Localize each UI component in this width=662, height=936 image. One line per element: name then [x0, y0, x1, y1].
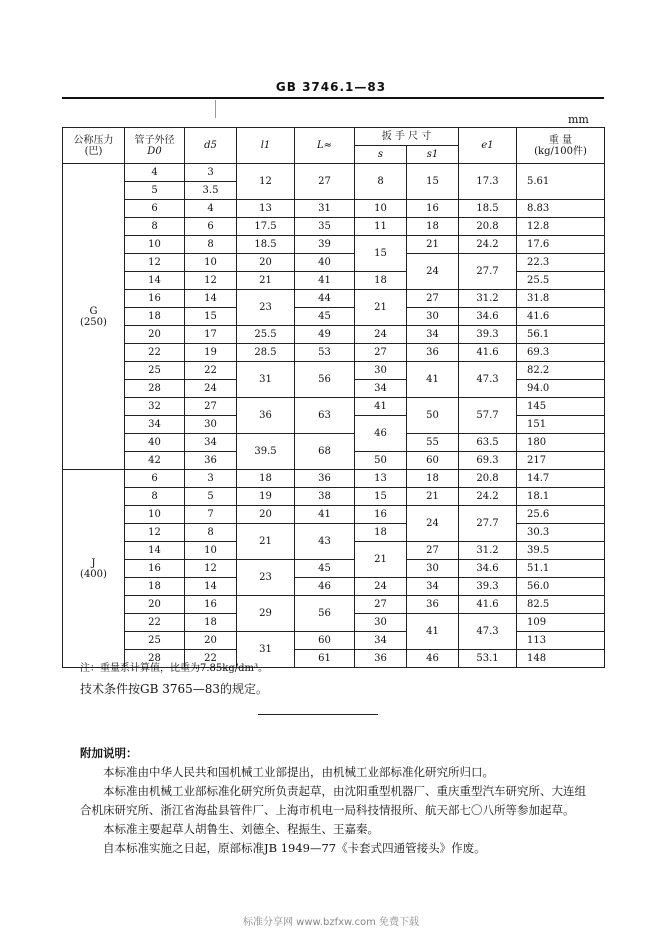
cell-l1: 18	[237, 470, 295, 488]
cell-l1: 20	[237, 506, 295, 524]
header-e1: e1	[459, 128, 517, 164]
cell-weight: 180	[517, 434, 605, 452]
appendix-line: 自本标准实施之日起，原部标准JB 1949—77《卡套式四通管接头》作废。	[103, 841, 486, 855]
cell-l1: 19	[237, 488, 295, 506]
header-s: s	[355, 146, 407, 164]
cell-d: 12	[125, 524, 185, 542]
cell-s: 24	[355, 326, 407, 344]
cell-l1: 13	[237, 200, 295, 218]
header-weight: 重 量 (kg/100件)	[517, 128, 605, 164]
cell-s: 16	[355, 506, 407, 524]
cell-weight: 56.0	[517, 578, 605, 596]
cell-L: 39	[295, 236, 355, 254]
cell-L: 68	[295, 434, 355, 470]
cell-L: 43	[295, 524, 355, 560]
table-row	[63, 290, 605, 308]
cell-d5: 8	[185, 524, 237, 542]
cell-e1: 47.3	[459, 362, 517, 398]
cell-s1: 16	[407, 200, 459, 218]
cell-d5: 10	[185, 254, 237, 272]
cell-l1: 23	[237, 560, 295, 596]
cell-d: 10	[125, 236, 185, 254]
cell-L: 27	[295, 164, 355, 200]
dimension-table	[62, 127, 605, 668]
cell-d5: 3.5	[185, 182, 237, 200]
cell-d5: 7	[185, 506, 237, 524]
table-row	[63, 524, 605, 542]
table-row	[63, 236, 605, 254]
cell-l1: 18.5	[237, 236, 295, 254]
cell-e1: 39.3	[459, 578, 517, 596]
table-row	[63, 506, 605, 524]
cell-weight: 51.1	[517, 560, 605, 578]
table-row	[63, 398, 605, 416]
table-row	[63, 488, 605, 506]
unit-label: mm	[568, 113, 589, 126]
cell-weight: 217	[517, 452, 605, 470]
cell-d: 20	[125, 326, 185, 344]
margin-mark	[215, 100, 216, 118]
cell-weight: 31.8	[517, 290, 605, 308]
cell-e1: 31.2	[459, 290, 517, 308]
cell-s1: 24	[407, 506, 459, 542]
cell-s: 27	[355, 596, 407, 614]
cell-d5: 27	[185, 398, 237, 416]
appendix-notes	[80, 744, 620, 858]
table-row	[63, 470, 605, 488]
cell-s: 50	[355, 452, 407, 470]
cell-e1: 34.6	[459, 560, 517, 578]
table-row	[63, 560, 605, 578]
cell-weight: 82.2	[517, 362, 605, 380]
table-row	[63, 362, 605, 380]
table-row	[63, 578, 605, 596]
appendix-title: 附加说明：	[80, 746, 138, 760]
cell-d5: 4	[185, 200, 237, 218]
cell-e1: 31.2	[459, 542, 517, 560]
cell-s1: 34	[407, 578, 459, 596]
header-L: L≈	[295, 128, 355, 164]
cell-e1: 41.6	[459, 344, 517, 362]
table-row	[63, 218, 605, 236]
cell-d: 22	[125, 344, 185, 362]
cell-weight: 25.6	[517, 506, 605, 524]
cell-s1: 18	[407, 218, 459, 236]
cell-d5: 16	[185, 596, 237, 614]
cell-weight: 5.61	[517, 164, 605, 200]
table-row	[63, 272, 605, 290]
cell-d: 28	[125, 650, 185, 668]
cell-d5: 5	[185, 488, 237, 506]
cell-l1: 21	[237, 272, 295, 290]
cell-d: 16	[125, 290, 185, 308]
cell-s: 10	[355, 200, 407, 218]
cell-s1: 15	[407, 164, 459, 200]
cell-l1: 23	[237, 290, 295, 326]
group-label-g: G (250)	[63, 164, 125, 470]
cell-d: 18	[125, 578, 185, 596]
cell-d: 8	[125, 488, 185, 506]
cell-s1: 24	[407, 254, 459, 290]
cell-s1: 36	[407, 344, 459, 362]
cell-weight: 56.1	[517, 326, 605, 344]
cell-s: 18	[355, 272, 407, 290]
table-row	[63, 434, 605, 452]
watermark-footer: 标准分享网 www.bzfxw.com 免费下载	[243, 917, 419, 928]
table-row	[63, 254, 605, 272]
cell-L: 36	[295, 470, 355, 488]
appendix-line: 合机床研究所、浙江省海盐县管件厂、上海市机电一局科技情报所、航天部七〇八所等参加起草。	[80, 803, 575, 817]
appendix-line: 本标准主要起草人胡鲁生、刘德全、程振生、王嘉秦。	[103, 822, 379, 836]
cell-L: 63	[295, 398, 355, 434]
cell-d5: 12	[185, 272, 237, 290]
cell-d: 34	[125, 416, 185, 434]
cell-e1: 24.2	[459, 488, 517, 506]
cell-L: 40	[295, 254, 355, 272]
table-row	[63, 200, 605, 218]
cell-weight: 148	[517, 650, 605, 668]
cell-s1: 18	[407, 470, 459, 488]
cell-s1: 41	[407, 614, 459, 650]
group-label-j: J (400)	[63, 470, 125, 668]
cell-L: 38	[295, 488, 355, 506]
table-row	[63, 632, 605, 650]
cell-s1: 21	[407, 488, 459, 506]
cell-weight: 14.7	[517, 470, 605, 488]
cell-d: 6	[125, 200, 185, 218]
cell-s1: 36	[407, 596, 459, 614]
cell-s: 13	[355, 470, 407, 488]
cell-d5: 34	[185, 434, 237, 452]
cell-weight: 109	[517, 614, 605, 632]
header-pipe-od: 管子外径 D0	[125, 128, 185, 164]
cell-d: 6	[125, 470, 185, 488]
cell-L: 49	[295, 326, 355, 344]
cell-s: 30	[355, 362, 407, 380]
table-note: 注：重量系计算值，比重为7.85kg/dm³。	[80, 663, 268, 674]
cell-e1: 53.1	[459, 650, 517, 668]
cell-s1: 60	[407, 452, 459, 470]
cell-d: 4	[125, 164, 185, 182]
table-row	[63, 326, 605, 344]
cell-e1: 20.8	[459, 470, 517, 488]
cell-e1: 24.2	[459, 236, 517, 254]
cell-weight: 94.0	[517, 380, 605, 398]
cell-weight: 41.6	[517, 308, 605, 326]
cell-weight: 82.5	[517, 596, 605, 614]
cell-weight: 113	[517, 632, 605, 650]
cell-l1: 29	[237, 596, 295, 632]
cell-L: 44	[295, 290, 355, 308]
cell-e1: 34.6	[459, 308, 517, 326]
cell-d5: 30	[185, 416, 237, 434]
cell-l1: 28.5	[237, 344, 295, 362]
cell-d: 18	[125, 308, 185, 326]
cell-d: 40	[125, 434, 185, 452]
cell-s1: 27	[407, 290, 459, 308]
cell-weight: 17.6	[517, 236, 605, 254]
cell-l1: 20	[237, 254, 295, 272]
cell-d5: 8	[185, 236, 237, 254]
cell-s: 34	[355, 632, 407, 650]
cell-d5: 3	[185, 164, 237, 182]
cell-l1: 12	[237, 164, 295, 200]
cell-s: 46	[355, 416, 407, 452]
cell-s: 24	[355, 578, 407, 596]
cell-e1: 69.3	[459, 452, 517, 470]
header-wrench: 扳 手 尺 寸	[355, 128, 459, 146]
cell-s1: 30	[407, 560, 459, 578]
cell-d5: 14	[185, 578, 237, 596]
appendix-line: 本标准由机械工业部标准化研究所负责起草，由沈阳重型机器厂、重庆重型汽车研究所、大连组	[103, 784, 586, 798]
cell-weight: 22.3	[517, 254, 605, 272]
header-s1: s1	[407, 146, 459, 164]
cell-d: 32	[125, 398, 185, 416]
cell-L: 60	[295, 632, 355, 650]
cell-weight: 39.5	[517, 542, 605, 560]
cell-L: 53	[295, 344, 355, 362]
cell-d: 25	[125, 362, 185, 380]
cell-s: 36	[355, 650, 407, 668]
header-l1: l1	[237, 128, 295, 164]
cell-L: 46	[295, 578, 355, 596]
cell-s1: 21	[407, 236, 459, 254]
appendix-line: 本标准由中华人民共和国机械工业部提出，由机械工业部标准化研究所归口。	[103, 765, 494, 779]
cell-d5: 3	[185, 470, 237, 488]
technical-conditions: 技术条件按GB 3765—83的规定。	[80, 682, 269, 696]
cell-d: 42	[125, 452, 185, 470]
standard-number-header: GB 3746.1—83	[275, 80, 387, 94]
cell-d5: 10	[185, 542, 237, 560]
table-row	[63, 308, 605, 326]
cell-e1: 27.7	[459, 254, 517, 290]
cell-d5: 17	[185, 326, 237, 344]
cell-s1: 30	[407, 308, 459, 326]
cell-s1: 34	[407, 326, 459, 344]
cell-L: 45	[295, 308, 355, 326]
cell-L: 41	[295, 272, 355, 290]
cell-s1: 50	[407, 398, 459, 434]
cell-s: 18	[355, 524, 407, 542]
cell-weight: 18.1	[517, 488, 605, 506]
cell-s: 34	[355, 380, 407, 398]
cell-d: 20	[125, 596, 185, 614]
cell-d: 16	[125, 560, 185, 578]
cell-s: 11	[355, 218, 407, 236]
cell-L: 56	[295, 596, 355, 632]
cell-e1: 17.3	[459, 164, 517, 200]
cell-d: 25	[125, 632, 185, 650]
cell-e1: 57.7	[459, 398, 517, 434]
cell-d: 8	[125, 218, 185, 236]
cell-d5: 20	[185, 632, 237, 650]
cell-s: 8	[355, 164, 407, 200]
cell-l1: 21	[237, 524, 295, 560]
cell-d5: 6	[185, 218, 237, 236]
cell-e1: 20.8	[459, 218, 517, 236]
table-row	[63, 344, 605, 362]
cell-l1: 17.5	[237, 218, 295, 236]
cell-d: 10	[125, 506, 185, 524]
cell-weight: 25.5	[517, 272, 605, 290]
cell-weight: 69.3	[517, 344, 605, 362]
cell-e1: 27.7	[459, 506, 517, 542]
cell-L: 41	[295, 506, 355, 524]
cell-d5: 36	[185, 452, 237, 470]
cell-e1: 39.3	[459, 326, 517, 344]
cell-d: 28	[125, 380, 185, 398]
header-rule	[62, 97, 604, 99]
cell-s: 27	[355, 344, 407, 362]
cell-s: 21	[355, 290, 407, 326]
cell-weight: 12.8	[517, 218, 605, 236]
header-d5: d5	[185, 128, 237, 164]
cell-s1: 46	[407, 650, 459, 668]
cell-d5: 12	[185, 560, 237, 578]
cell-s: 41	[355, 398, 407, 416]
table-row	[63, 596, 605, 614]
table-row	[63, 164, 605, 182]
cell-L: 45	[295, 560, 355, 578]
cell-weight: 151	[517, 416, 605, 434]
cell-l1: 25.5	[237, 326, 295, 344]
cell-weight: 8.83	[517, 200, 605, 218]
cell-d: 22	[125, 614, 185, 632]
cell-s: 30	[355, 614, 407, 632]
cell-weight: 30.3	[517, 524, 605, 542]
cell-d5: 22	[185, 362, 237, 380]
cell-e1: 18.5	[459, 200, 517, 218]
cell-e1: 47.3	[459, 614, 517, 650]
cell-e1: 41.6	[459, 596, 517, 614]
cell-s1: 41	[407, 362, 459, 398]
cell-l1: 31	[237, 362, 295, 398]
cell-d: 14	[125, 542, 185, 560]
cell-d5: 15	[185, 308, 237, 326]
cell-d5: 18	[185, 614, 237, 632]
cell-s1: 27	[407, 542, 459, 560]
cell-weight: 145	[517, 398, 605, 416]
cell-d: 5	[125, 182, 185, 200]
cell-d5: 24	[185, 380, 237, 398]
cell-d: 12	[125, 254, 185, 272]
cell-s: 15	[355, 488, 407, 506]
cell-L: 61	[295, 650, 355, 668]
cell-d: 14	[125, 272, 185, 290]
cell-e1: 63.5	[459, 434, 517, 452]
header-pressure: 公称压力 (巴)	[63, 128, 125, 164]
cell-s: 21	[355, 542, 407, 578]
cell-L: 56	[295, 362, 355, 398]
cell-s1: 55	[407, 434, 459, 452]
cell-d5: 22	[185, 650, 237, 668]
cell-l1: 39.5	[237, 434, 295, 470]
cell-d5: 14	[185, 290, 237, 308]
section-separator	[258, 714, 378, 715]
cell-d5: 19	[185, 344, 237, 362]
cell-l1: 31	[237, 632, 295, 668]
cell-l1: 36	[237, 398, 295, 434]
cell-s: 15	[355, 236, 407, 272]
cell-L: 31	[295, 200, 355, 218]
cell-L: 35	[295, 218, 355, 236]
